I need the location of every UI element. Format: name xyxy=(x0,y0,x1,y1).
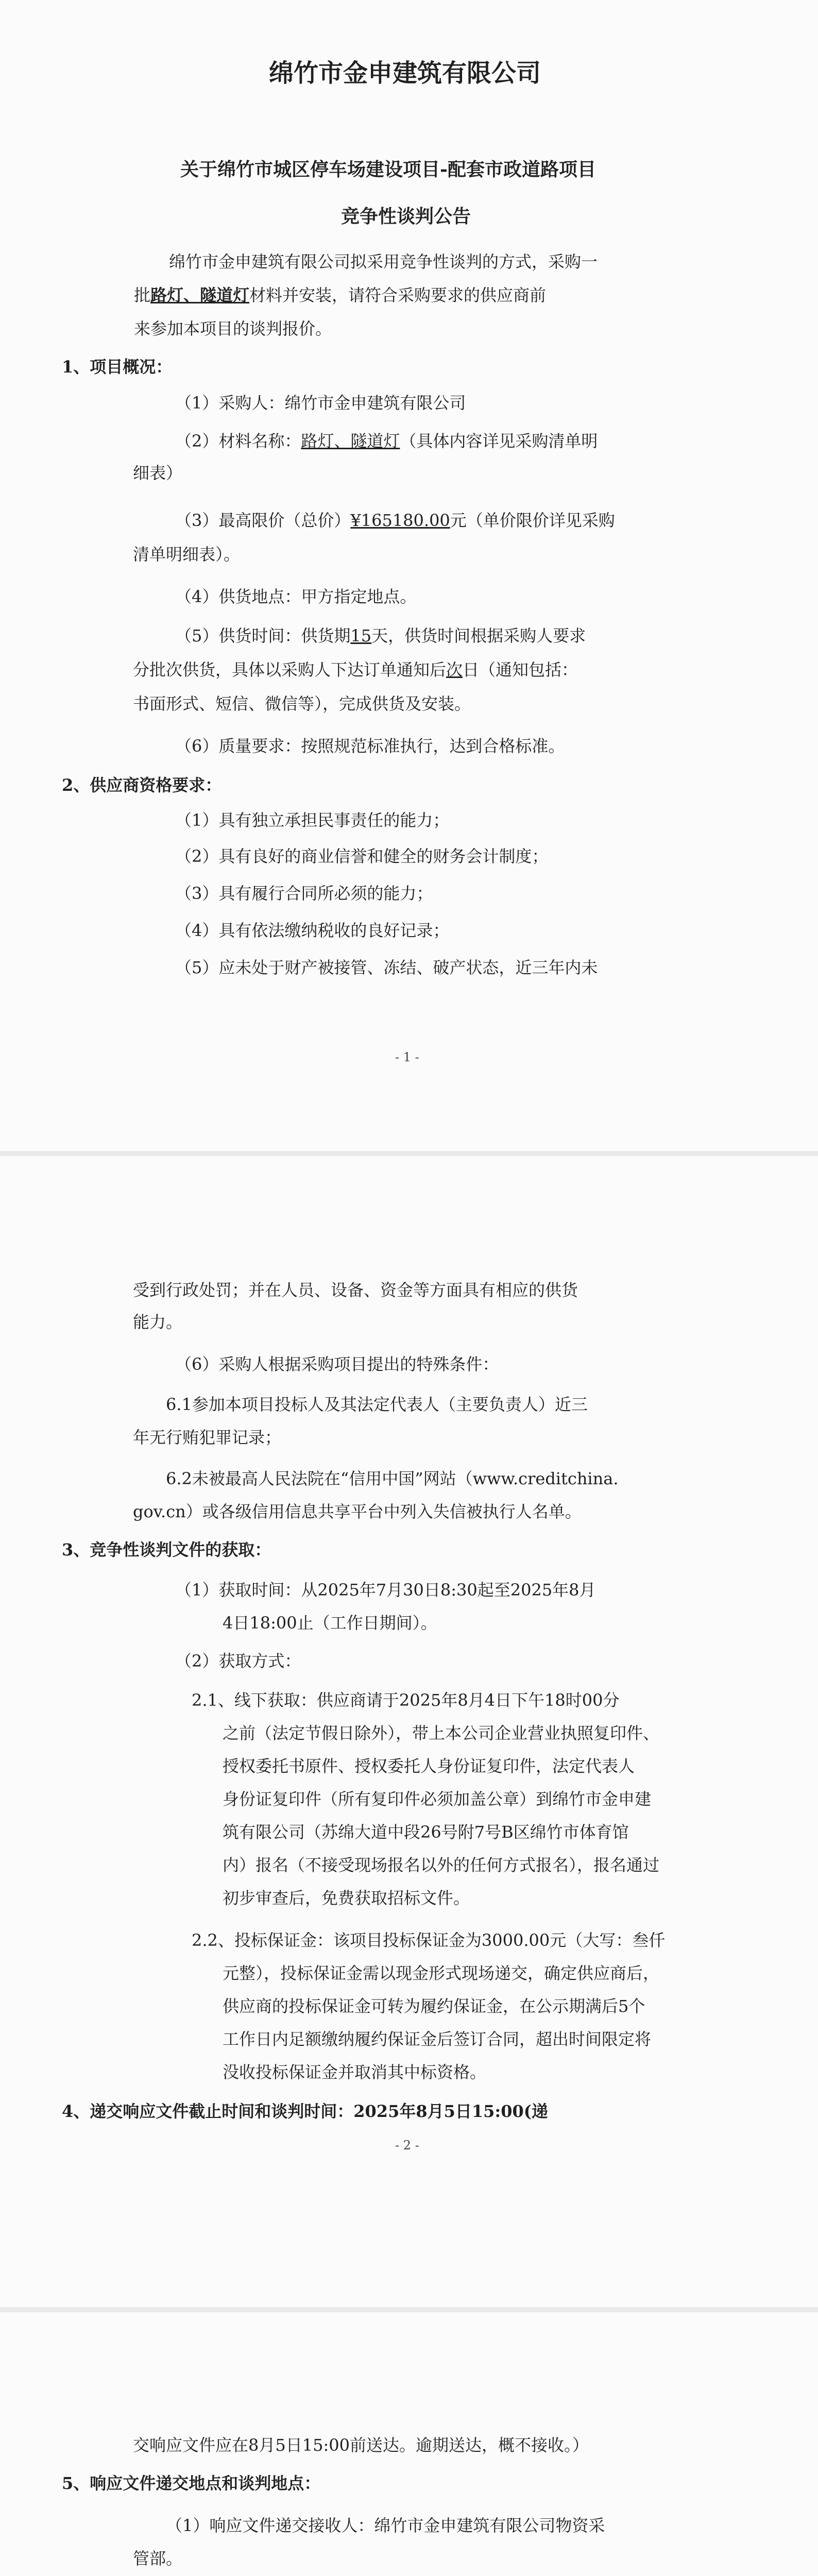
paragraph-line: （6）采购人根据采购项目提出的特殊条件： xyxy=(175,1354,499,1374)
section-heading: 4、递交响应文件截止时间和谈判时间：2025年8月5日15:00(递 xyxy=(62,2102,548,2121)
text-run: （具体内容详见采购清单明 xyxy=(400,431,598,451)
paragraph-line: 4日18:00止（工作日期间）。 xyxy=(223,1613,437,1633)
paragraph-line: （2）获取方式： xyxy=(175,1651,301,1671)
intro-line: 绵竹市金申建筑有限公司拟采用竞争性谈判的方式，采购一 xyxy=(169,252,598,272)
text-run: 材料并安装，请符合采购要求的供应商前 xyxy=(249,285,547,305)
project-subtitle: 关于绵竹市城区停车场建设项目-配套市政道路项目 xyxy=(180,159,596,180)
paragraph-line: 初步审查后，免费获取招标文件。 xyxy=(223,1888,470,1908)
paragraph-line: （4）具有依法缴纳税收的良好记录； xyxy=(175,921,450,940)
underlined-text: 次 xyxy=(446,660,463,680)
paragraph-line: 2.2、投标保证金：该项目投标保证金为3000.00元（大写：叁仟 xyxy=(192,1930,666,1950)
paragraph-line: （1）具有独立承担民事责任的能力； xyxy=(175,810,450,830)
paragraph-line: 书面形式、短信、微信等），完成供货及安装。 xyxy=(133,694,471,714)
paragraph-line: 内）报名（不接受现场报名以外的任何方式报名），报名通过 xyxy=(223,1855,660,1875)
page-number: - 2 - xyxy=(395,2138,419,2153)
paragraph-line: 工作日内足额缴纳履约保证金后签订合同，超出时间限定将 xyxy=(223,2029,652,2049)
text-run: （5）供货时间：供货期 xyxy=(175,626,351,646)
section-heading: 5、响应文件递交地点和谈判地点： xyxy=(62,2473,321,2493)
announcement-title: 竞争性谈判公告 xyxy=(341,206,471,227)
company-title: 绵竹市金申建筑有限公司 xyxy=(269,59,541,88)
paragraph-line: 2.1、线下获取：供应商请于2025年8月4日下午18时00分 xyxy=(192,1690,620,1710)
underlined-text: 15 xyxy=(350,626,372,646)
text-run: （2）材料名称： xyxy=(175,431,301,451)
underlined-text: ¥165180.00 xyxy=(350,511,450,530)
intro-line: 来参加本项目的谈判报价。 xyxy=(134,319,332,338)
text-run: 元（单价限价详见采购 xyxy=(450,511,615,530)
paragraph-line: 元整），投标保证金需以现金形式现场递交，确定供应商后， xyxy=(223,1963,660,1983)
paragraph-line: （1）采购人：绵竹市金申建筑有限公司 xyxy=(175,393,466,413)
paragraph-line: 年无行贿犯罪记录； xyxy=(133,1428,282,1447)
text-run: 天，供货时间根据采购人要求 xyxy=(371,626,586,646)
document-page-1 xyxy=(0,0,818,1151)
underlined-text: 路灯、隧道灯 xyxy=(150,285,250,305)
paragraph-line: 6.1参加本项目投标人及其法定代表人（主要负责人）近三 xyxy=(166,1395,588,1414)
paragraph-line: （3）具有履行合同所必须的能力； xyxy=(175,884,433,903)
paragraph-line: （1）获取时间：从2025年7月30日8:30起至2025年8月 xyxy=(175,1580,596,1600)
paragraph-line: 能力。 xyxy=(133,1312,183,1332)
document-page-2 xyxy=(0,1156,818,2307)
paragraph-line: 没收投标保证金并取消其中标资格。 xyxy=(223,2062,487,2082)
page-number: - 1 - xyxy=(395,1050,419,1064)
paragraph-line: （6）质量要求：按照规范标准执行，达到合格标准。 xyxy=(175,736,565,756)
paragraph-line: 6.2未被最高人民法院在“信用中国”网站（www.creditchina. xyxy=(166,1469,619,1488)
paragraph-line: 细表） xyxy=(133,463,183,483)
paragraph-line: （4）供货地点：甲方指定地点。 xyxy=(175,587,417,606)
text-run: 批 xyxy=(134,285,151,305)
paragraph-line xyxy=(133,658,578,681)
text-run: （3）最高限价（总价） xyxy=(175,511,351,530)
paragraph-line xyxy=(175,430,598,452)
text-run: 日（通知包括： xyxy=(463,660,578,680)
paragraph-line: 清单明细表）。 xyxy=(133,545,241,564)
paragraph-line xyxy=(175,624,586,647)
paragraph-line: 受到行政处罚；并在人员、设备、资金等方面具有相应的供货 xyxy=(133,1280,578,1300)
paragraph-line: 之前（法定节假日除外），带上本公司企业营业执照复印件、 xyxy=(223,1723,660,1743)
paragraph-line: 身份证复印件（所有复印件必须加盖公章）到绵竹市金申建 xyxy=(223,1789,652,1809)
paragraph-line: （1）响应文件递交接收人：绵竹市金申建筑有限公司物资采 xyxy=(166,2516,605,2535)
paragraph-line: gov.cn）或各级信用信息共享平台中列入失信被执行人名单。 xyxy=(133,1502,582,1521)
paragraph-line: （2）具有良好的商业信誉和健全的财务会计制度； xyxy=(175,846,549,866)
underlined-text: 路灯、隧道灯 xyxy=(301,431,400,451)
paragraph-line: （5）应未处于财产被接管、冻结、破产状态，近三年内未 xyxy=(175,958,598,977)
document-page-3 xyxy=(0,2312,818,2576)
section-heading: 2、供应商资格要求： xyxy=(62,775,222,795)
paragraph-line: 交响应文件应在8月5日15:00前送达。逾期送达，概不接收。） xyxy=(133,2435,589,2455)
paragraph-line: 筑有限公司（苏绵大道中段26号附7号B区绵竹市体育馆 xyxy=(223,1822,629,1842)
intro-line xyxy=(134,284,546,307)
paragraph-line: 管部。 xyxy=(133,2549,183,2568)
section-heading: 1、项目概况： xyxy=(62,357,173,377)
paragraph-line: 供应商的投标保证金可转为履约保证金，在公示期满后5个 xyxy=(223,1996,645,2016)
paragraph-line: 授权委托书原件、授权委托人身份证复印件，法定代表人 xyxy=(223,1756,635,1776)
paragraph-line xyxy=(175,509,615,532)
text-run: 分批次供货，具体以采购人下达订单通知后 xyxy=(133,660,447,680)
section-heading: 3、竞争性谈判文件的获取： xyxy=(62,1540,271,1560)
